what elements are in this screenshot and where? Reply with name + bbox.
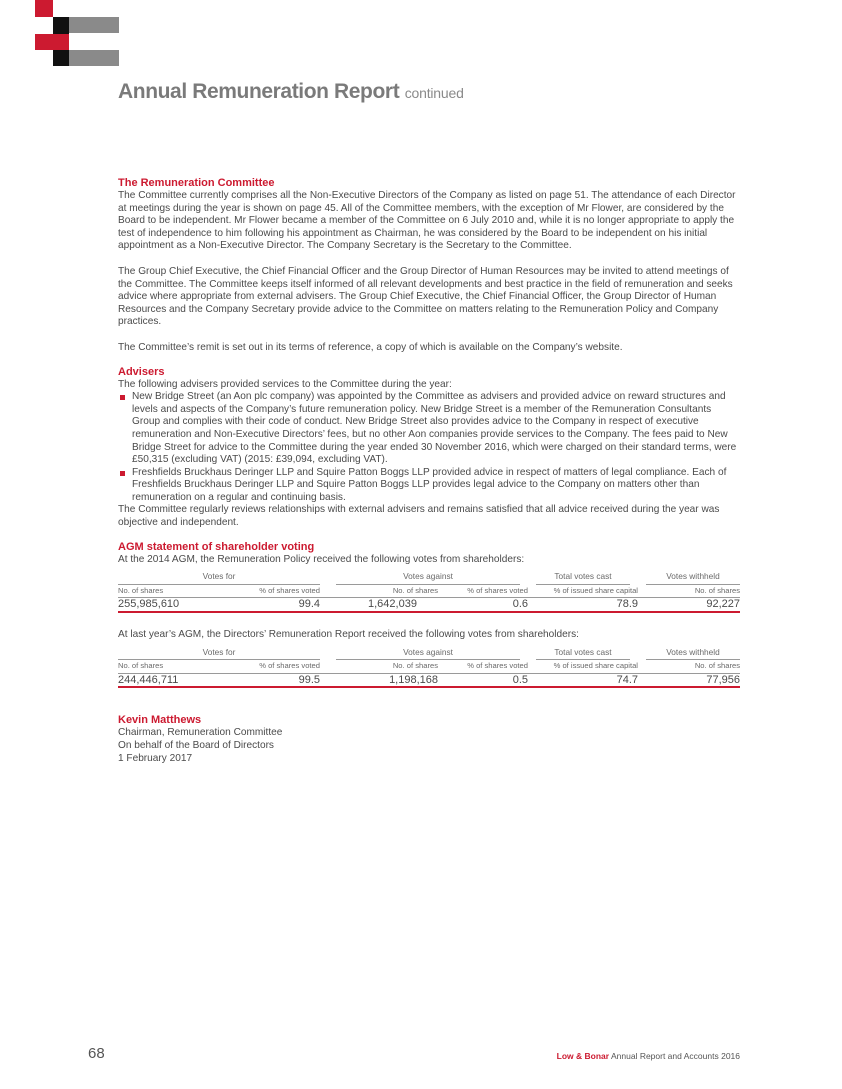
table-cell: 74.7 xyxy=(528,673,638,687)
committee-paragraph: The Group Chief Executive, the Chief Financial Officer and the Group Director of Human Resources may be invited to attend meetings of the Committee. The Committee keeps itself informed of all relevant developments and best practice in the field of remuneration and seeks advice where appropriate from external advisers. The Group Chief Executive, the Chief Financial Officer, the Group Director of Human Resources and the Company Secretary provide advice to the Committee on matters relating to the Remuneration Policy and Company practices. xyxy=(118,265,733,328)
group-header: Votes for xyxy=(118,646,320,661)
group-header: Total votes cast xyxy=(536,646,630,661)
agm-intro-2: At last year’s AGM, the Directors’ Remuneration Report received the following votes from shareholders: xyxy=(118,629,579,641)
group-header: Total votes cast xyxy=(536,570,630,585)
table-row xyxy=(118,673,740,687)
votes-table-2014 xyxy=(118,570,740,613)
committee-paragraph: The Committee’s remit is set out in its terms of reference, a copy of which is available on the Company’s website. xyxy=(118,341,623,353)
column-header: No. of shares xyxy=(638,585,740,598)
table-row xyxy=(118,598,740,612)
table-cell: 78.9 xyxy=(528,598,638,612)
column-header: No. of shares xyxy=(638,660,740,673)
advisers-heading: Advisers xyxy=(118,365,165,378)
title-text: Annual Remuneration Report xyxy=(118,80,400,103)
votes-table-last-year xyxy=(118,646,740,689)
main-content xyxy=(118,177,740,765)
group-header: Votes withheld xyxy=(646,646,740,661)
signatory-title: Chairman, Remuneration Committee xyxy=(118,727,283,739)
column-header: % of shares voted xyxy=(438,660,528,673)
agm-heading: AGM statement of shareholder voting xyxy=(118,540,315,553)
signatory-name: Kevin Matthews xyxy=(118,714,202,727)
footer-report-name xyxy=(557,1051,740,1061)
column-header: No. of shares xyxy=(328,660,438,673)
signatory-on-behalf: On behalf of the Board of Directors xyxy=(118,740,274,751)
page-number: 68 xyxy=(88,1045,105,1062)
company-name: Low & Bonar xyxy=(556,1051,610,1061)
list-item: New Bridge Street (an Aon plc company) was appointed by the Committee as advisers and provided advice on reward structures and levels and aspects of the Company’s future remuneration policy. New Bridge Street is a member of the Remuneration Consultants Group and complies with their code of conduct. New Bridge Street also provides advice to the Company in respect of executive remuneration and Non-Executive Directors’ fees, but no other Aon companies provide services to the Company. The fees paid to New Bridge Street for advice to the Committee during the year ended 30 November 2016, which were charged on their standard terms, were £50,315 (excluding VAT) (2015: £39,094, excluding VAT). xyxy=(118,391,740,467)
table-cell: 77,956 xyxy=(638,673,740,687)
report-name: Annual Report and Accounts 2016 xyxy=(610,1051,740,1061)
title-suffix: continued xyxy=(404,85,464,101)
signature-date: 1 February 2017 xyxy=(118,752,193,764)
column-header: No. of shares xyxy=(118,660,228,673)
column-header: % of shares voted xyxy=(228,585,328,598)
advisers-intro: The following advisers provided services to the Committee during the year: xyxy=(118,378,452,390)
advisers-outro: The Committee regularly reviews relationships with external advisers and remains satisfied that all advice received during the year was objective and independent. xyxy=(118,504,720,529)
agm-intro-1: At the 2014 AGM, the Remuneration Policy received the following votes from shareholders: xyxy=(118,553,525,565)
table-cell: 99.4 xyxy=(228,598,328,612)
column-header: % of issued share capital xyxy=(528,660,638,673)
column-header: % of shares voted xyxy=(228,660,328,673)
table-cell: 92,227 xyxy=(638,598,740,612)
column-header: No. of shares xyxy=(118,585,228,598)
table-cell: 244,446,711 xyxy=(118,673,228,687)
table-cell: 99.5 xyxy=(228,673,328,687)
list-item: Freshfields Bruckhaus Deringer LLP and Squire Patton Boggs LLP provided advice in respect of matters of legal compliance. Each of Freshfields Bruckhaus Deringer LLP and Squire Patton Boggs LLP provides legal advice to the Company on matters other than remuneration on a regular and continuing basis. xyxy=(118,467,740,505)
remuneration-committee-heading: The Remuneration Committee xyxy=(118,177,275,189)
column-header: % of shares voted xyxy=(438,585,528,598)
table-cell: 0.5 xyxy=(438,673,528,687)
group-header: Votes against xyxy=(336,570,520,585)
advisers-list xyxy=(118,391,740,504)
page-title xyxy=(118,80,464,104)
table-cell: 1,198,168 xyxy=(328,673,438,687)
table-cell: 255,985,610 xyxy=(118,598,228,612)
table-cell: 1,642,039 xyxy=(328,598,438,612)
group-header: Votes for xyxy=(118,570,320,585)
group-header: Votes against xyxy=(336,646,520,661)
table-cell: 0.6 xyxy=(438,598,528,612)
column-header: % of issued share capital xyxy=(528,585,638,598)
column-header: No. of shares xyxy=(328,585,438,598)
group-header: Votes withheld xyxy=(646,570,740,585)
committee-paragraph: The Committee currently comprises all the Non-Executive Directors of the Company as listed on page 51. The attendance of each Director at meetings during the year is shown on page 45. All of the Committee members, with the exception of Mr Flower, are considered by the Board to be independent. Mr Flower became a member of the Committee on 6 July 2010 and, while it is no longer appropriate to apply the test of independence to him following his appointment as Chairman, he was considered by the Board to be independent on his initial appointment as a Non-Executive Director. The Company Secretary is the Secretary to the Committee. xyxy=(118,190,736,252)
